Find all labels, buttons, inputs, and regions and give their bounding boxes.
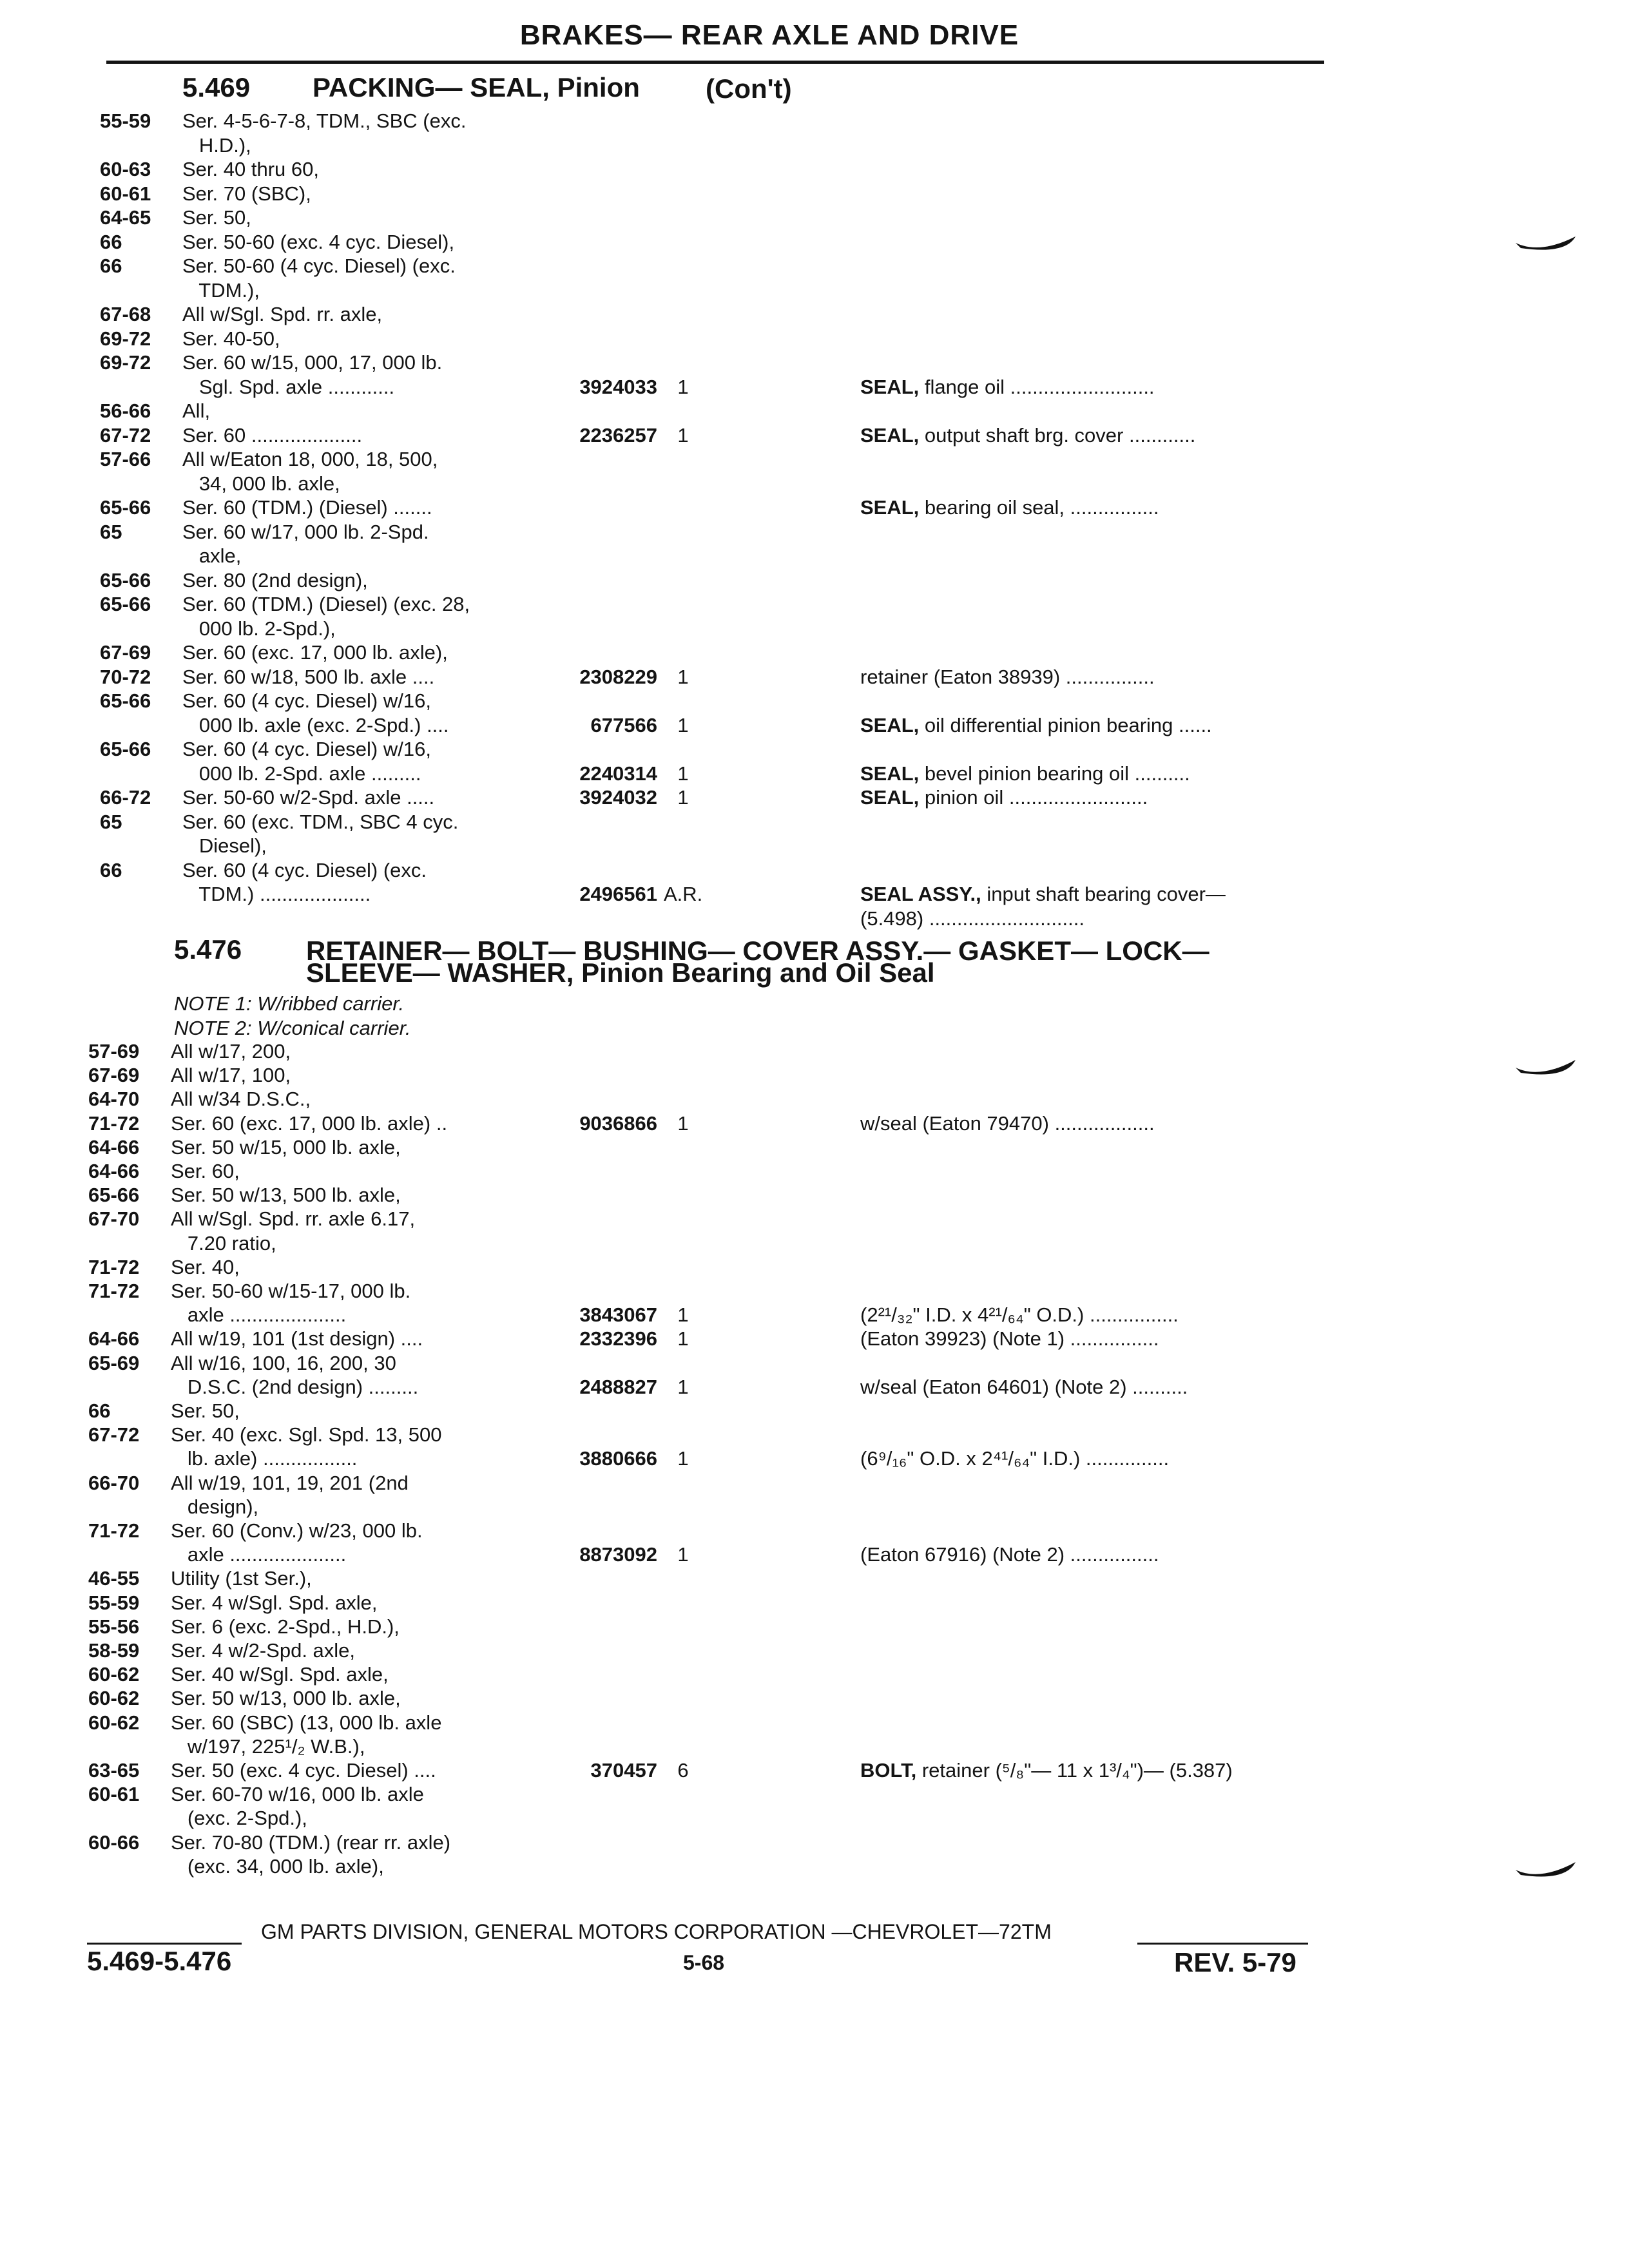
- application: All w/Sgl. Spd. rr. axle,: [182, 303, 383, 325]
- list-item: [0, 1112, 1353, 1135]
- part-detail: bevel pinion bearing oil ..........: [919, 762, 1190, 785]
- model-years: 65: [100, 810, 122, 833]
- part-number: 2332396: [579, 1327, 657, 1350]
- application: All w/Sgl. Spd. rr. axle 6.17,: [171, 1207, 416, 1231]
- quantity: A.R.: [664, 883, 703, 905]
- application: Ser. 60 w/15, 000, 17, 000 lb.: [182, 351, 443, 374]
- quantity: 1: [677, 1327, 689, 1350]
- application: (exc. 34, 000 lb. axle),: [171, 1854, 384, 1878]
- list-item: [0, 1423, 1353, 1446]
- model-years: 60-61: [100, 182, 151, 205]
- model-years: 66-70: [88, 1471, 140, 1494]
- model-years: 66: [100, 255, 122, 277]
- part-name: SEAL,: [860, 762, 920, 785]
- list-item: [0, 738, 1353, 761]
- list-item: [0, 762, 1353, 785]
- list-item: [0, 424, 1353, 447]
- part-detail: oil differential pinion bearing ......: [919, 713, 1212, 736]
- application: Ser. 60 ....................: [182, 423, 363, 447]
- list-item: [0, 593, 1353, 616]
- model-years: 65-69: [88, 1351, 140, 1374]
- part-detail: output shaft brg. cover ............: [919, 423, 1196, 447]
- application: Utility (1st Ser.),: [171, 1567, 312, 1590]
- list-item: [0, 255, 1353, 278]
- list-item: [0, 134, 1353, 157]
- application: Ser. 80 (2nd design),: [182, 568, 368, 591]
- part-detail: pinion oil .........................: [919, 786, 1148, 809]
- footer-rule-left: [87, 1943, 242, 1945]
- quantity: 1: [677, 1111, 689, 1135]
- description: [860, 666, 1331, 689]
- list-item: [0, 327, 1353, 351]
- quantity: 1: [677, 1543, 689, 1566]
- application: All w/16, 100, 16, 200, 30: [171, 1351, 396, 1374]
- description: [860, 1759, 1331, 1782]
- punch-mark: [1514, 229, 1585, 261]
- part-number: 2240314: [579, 762, 657, 785]
- application: Ser. 50 w/15, 000 lb. axle,: [171, 1135, 401, 1158]
- punch-mark: [1514, 1856, 1585, 1888]
- list-item: [0, 1519, 1353, 1542]
- model-years: 46-55: [88, 1567, 140, 1590]
- application: Ser. 50 w/13, 500 lb. axle,: [171, 1184, 401, 1207]
- description: [860, 762, 1331, 785]
- list-item: [0, 569, 1353, 592]
- application: axle .....................: [171, 1303, 347, 1327]
- footer-revision: REV. 5-79: [1174, 1947, 1296, 1977]
- model-years: 66: [88, 1399, 111, 1422]
- model-years: 66-72: [100, 786, 151, 809]
- application: TDM.) ....................: [182, 883, 371, 905]
- application: Ser. 60 (SBC) (13, 000 lb. axle: [171, 1711, 442, 1734]
- footer-page-number: 5-68: [683, 1951, 725, 1974]
- application: Ser. 60 (exc. 17, 000 lb. axle),: [182, 641, 448, 664]
- application: Ser. 60 (exc. TDM., SBC 4 cyc.: [182, 810, 459, 833]
- part-number: 3924033: [579, 375, 657, 398]
- application: Ser. 60 (Conv.) w/23, 000 lb.: [171, 1519, 423, 1542]
- model-years: 64-66: [88, 1327, 140, 1350]
- application: axle,: [182, 544, 242, 567]
- header-rule: [106, 61, 1324, 64]
- application: Ser. 50-60 w/15-17, 000 lb.: [171, 1280, 411, 1302]
- quantity: 1: [677, 665, 689, 688]
- section-number: 5.476: [174, 934, 242, 965]
- list-item: [0, 376, 1353, 399]
- quantity: 1: [677, 786, 689, 809]
- list-item: [0, 1064, 1353, 1087]
- part-number: 3880666: [579, 1447, 657, 1470]
- quantity: 1: [677, 423, 689, 447]
- model-years: 60-62: [88, 1663, 140, 1686]
- application: Ser. 40,: [171, 1255, 240, 1278]
- part-number: 3843067: [579, 1303, 657, 1327]
- model-years: 55-59: [100, 110, 151, 132]
- list-item: [0, 1040, 1353, 1063]
- list-item: [0, 1831, 1353, 1854]
- list-item: [0, 1447, 1353, 1470]
- part-number: 370457: [590, 1759, 657, 1782]
- application: Ser. 6 (exc. 2-Spd., H.D.),: [171, 1615, 400, 1638]
- application: Ser. 60,: [171, 1160, 240, 1182]
- model-years: 65: [100, 520, 122, 543]
- list-item: [0, 1232, 1353, 1255]
- list-item: [0, 1591, 1353, 1615]
- list-item: [0, 1759, 1353, 1782]
- model-years: 58-59: [88, 1639, 140, 1662]
- punch-mark: [1514, 1053, 1585, 1086]
- quantity: 1: [677, 1447, 689, 1470]
- page-header: [0, 19, 1629, 52]
- model-years: 55-56: [88, 1615, 140, 1638]
- application: Ser. 60 w/17, 000 lb. 2-Spd.: [182, 520, 429, 543]
- application: Ser. 4 w/Sgl. Spd. axle,: [171, 1591, 378, 1614]
- model-years: 57-66: [100, 448, 151, 470]
- part-number: 677566: [590, 713, 657, 736]
- section-title: PACKING— SEAL, Pinion: [313, 72, 640, 102]
- description: [860, 786, 1331, 809]
- model-years: 60-63: [100, 158, 151, 180]
- list-item: [0, 811, 1353, 834]
- description: [860, 1447, 1331, 1470]
- list-item: [0, 786, 1353, 809]
- list-item: [0, 182, 1353, 206]
- list-item: [0, 206, 1353, 229]
- application: Ser. 60 w/18, 500 lb. axle ....: [182, 665, 435, 688]
- list-item: [0, 1256, 1353, 1279]
- section-title-line1: RETAINER— BOLT— BUSHING— COVER ASSY.— GASKET— LOCK—: [306, 936, 1210, 966]
- part-number: 9036866: [579, 1111, 657, 1135]
- application: 7.20 ratio,: [171, 1231, 276, 1254]
- part-name: BOLT,: [860, 1759, 917, 1782]
- application: Ser. 60 (4 cyc. Diesel) w/16,: [182, 738, 431, 760]
- list-item: [0, 158, 1353, 181]
- quantity: 1: [677, 713, 689, 736]
- application: Ser. 4 w/2-Spd. axle,: [171, 1639, 356, 1662]
- application: Ser. 50,: [182, 206, 251, 229]
- list-item: [0, 303, 1353, 326]
- application: All w/19, 101 (1st design) ....: [171, 1327, 423, 1350]
- description: [860, 1543, 1331, 1566]
- model-years: 67-72: [88, 1423, 140, 1446]
- list-item: [0, 1567, 1353, 1590]
- model-years: 71-72: [88, 1519, 140, 1542]
- list-item: [0, 1376, 1353, 1399]
- description: [860, 496, 1331, 519]
- part-name: SEAL,: [860, 713, 920, 736]
- application: axle .....................: [171, 1543, 347, 1566]
- application: Ser. 40 (exc. Sgl. Spd. 13, 500: [171, 1423, 442, 1446]
- application: design),: [171, 1495, 259, 1518]
- list-item: [0, 1711, 1353, 1735]
- list-item: [0, 1663, 1353, 1686]
- list-item: [0, 641, 1353, 664]
- list-item: [0, 110, 1353, 133]
- model-years: 65-66: [100, 496, 151, 519]
- model-years: 66: [100, 858, 122, 881]
- list-item: [0, 1783, 1353, 1806]
- part-number: 3924032: [579, 786, 657, 809]
- list-item: [0, 279, 1353, 302]
- list-item: [0, 521, 1353, 544]
- model-years: 67-69: [100, 641, 151, 664]
- description: [860, 907, 1331, 930]
- section-number: 5.469: [182, 72, 251, 102]
- list-item: [0, 231, 1353, 254]
- model-years: 71-72: [88, 1111, 140, 1135]
- list-item: [0, 859, 1353, 882]
- part-number: 2236257: [579, 423, 657, 447]
- part-detail: (2²¹/₃₂" I.D. x 4²¹/₆₄" O.D.) ................: [860, 1303, 1179, 1327]
- model-years: 67-68: [100, 303, 151, 325]
- application: Ser. 40 w/Sgl. Spd. axle,: [171, 1663, 389, 1686]
- list-item: [0, 1327, 1353, 1350]
- list-item: [0, 1303, 1353, 1327]
- application: Ser. 50 (exc. 4 cyc. Diesel) ....: [171, 1759, 436, 1782]
- list-item: [0, 351, 1353, 374]
- note-2: NOTE 2: W/conical carrier.: [174, 1017, 411, 1039]
- footer-publisher: GM PARTS DIVISION, GENERAL MOTORS CORPORATION —CHEVROLET—72TM: [261, 1920, 1052, 1943]
- application: Ser. 70 (SBC),: [182, 182, 311, 205]
- list-item: [0, 399, 1353, 423]
- part-detail: retainer (Eaton 38939) ................: [860, 665, 1155, 688]
- application: Ser. 4-5-6-7-8, TDM., SBC (exc.: [182, 110, 467, 132]
- part-detail: (6⁹/₁₆" O.D. x 2⁴¹/₆₄" I.D.) ...............: [860, 1447, 1170, 1470]
- model-years: 65-66: [100, 568, 151, 591]
- list-item: [0, 1855, 1353, 1878]
- part-number: 8873092: [579, 1543, 657, 1566]
- list-item: [0, 1184, 1353, 1207]
- description: [860, 376, 1331, 399]
- description: [860, 883, 1331, 906]
- model-years: 70-72: [100, 665, 151, 688]
- application: Ser. 50-60 (exc. 4 cyc. Diesel),: [182, 230, 455, 253]
- part-detail: w/seal (Eaton 79470) ..................: [860, 1111, 1155, 1135]
- quantity: 1: [677, 1303, 689, 1327]
- application: Ser. 60 (TDM.) (Diesel) (exc. 28,: [182, 593, 470, 615]
- list-item: [0, 1160, 1353, 1183]
- list-item: [0, 1615, 1353, 1639]
- application: Ser. 70-80 (TDM.) (rear rr. axle): [171, 1831, 451, 1854]
- list-item: [0, 448, 1353, 471]
- model-years: 65-66: [100, 738, 151, 760]
- model-years: 71-72: [88, 1280, 140, 1302]
- description: [860, 1112, 1331, 1135]
- model-years: 67-70: [88, 1207, 140, 1231]
- quantity: 1: [677, 1375, 689, 1398]
- model-years: 65-66: [100, 593, 151, 615]
- application: lb. axle) .................: [171, 1447, 358, 1470]
- model-years: 63-65: [88, 1759, 140, 1782]
- section-continued-label: (Con't): [706, 73, 792, 104]
- model-years: 67-72: [100, 423, 151, 447]
- quantity: 1: [677, 375, 689, 398]
- model-years: 64-66: [88, 1160, 140, 1182]
- part-detail: (5.498) ............................: [860, 907, 1084, 930]
- list-item: [0, 666, 1353, 689]
- model-years: 69-72: [100, 351, 151, 374]
- list-item: [0, 1136, 1353, 1159]
- part-detail: input shaft bearing cover—: [981, 883, 1226, 905]
- application: Sgl. Spd. axle ............: [182, 375, 395, 398]
- model-years: 64-65: [100, 206, 151, 229]
- note-1: NOTE 1: W/ribbed carrier.: [174, 992, 405, 1015]
- part-detail: w/seal (Eaton 64601) (Note 2) ..........: [860, 1375, 1188, 1398]
- list-item: [0, 1495, 1353, 1519]
- application: 000 lb. 2-Spd.),: [182, 617, 336, 640]
- application: w/197, 225¹/₂ W.B.),: [171, 1735, 365, 1758]
- model-years: 65-66: [100, 689, 151, 712]
- model-years: 60-66: [88, 1831, 140, 1854]
- model-years: 60-62: [88, 1711, 140, 1734]
- part-name: SEAL,: [860, 423, 920, 447]
- list-item: [0, 1280, 1353, 1303]
- list-item: [0, 1088, 1353, 1111]
- list-item: [0, 617, 1353, 640]
- list-item: [0, 1543, 1353, 1566]
- application: Ser. 60-70 w/16, 000 lb. axle: [171, 1783, 424, 1806]
- list-item: [0, 1735, 1353, 1758]
- application: (exc. 2-Spd.),: [171, 1807, 307, 1830]
- part-number: 2488827: [579, 1375, 657, 1398]
- model-years: 71-72: [88, 1255, 140, 1278]
- section-title-line2: SLEEVE— WASHER, Pinion Bearing and Oil Seal: [306, 957, 935, 988]
- model-years: 66: [100, 230, 122, 253]
- model-years: 64-66: [88, 1135, 140, 1158]
- application: Diesel),: [182, 834, 267, 857]
- part-name: SEAL,: [860, 496, 920, 519]
- model-years: 64-70: [88, 1088, 140, 1111]
- application: All w/34 D.S.C.,: [171, 1088, 311, 1111]
- list-item: [0, 714, 1353, 737]
- description: [860, 1327, 1331, 1350]
- model-years: 57-69: [88, 1040, 140, 1062]
- application: 000 lb. 2-Spd. axle .........: [182, 762, 421, 785]
- quantity: 6: [677, 1759, 689, 1782]
- application: 000 lb. axle (exc. 2-Spd.) ....: [182, 713, 449, 736]
- application: Ser. 40-50,: [182, 327, 280, 350]
- list-item: [0, 1472, 1353, 1495]
- model-years: 69-72: [100, 327, 151, 350]
- model-years: 67-69: [88, 1064, 140, 1087]
- part-detail: retainer (⁵/₈"— 11 x 1³/₄")— (5.387): [916, 1759, 1233, 1782]
- description: [860, 1303, 1331, 1327]
- application: All w/19, 101, 19, 201 (2nd: [171, 1471, 409, 1494]
- application: H.D.),: [182, 133, 251, 157]
- part-detail: (Eaton 39923) (Note 1) ................: [860, 1327, 1159, 1350]
- list-item: [0, 472, 1353, 495]
- model-years: 60-61: [88, 1783, 140, 1806]
- footer-section-range: 5.469-5.476: [87, 1946, 232, 1976]
- part-detail: bearing oil seal, ................: [919, 496, 1159, 519]
- application: Ser. 50,: [171, 1399, 240, 1422]
- application: Ser. 60 (TDM.) (Diesel) .......: [182, 496, 432, 519]
- application: Ser. 50-60 w/2-Spd. axle .....: [182, 786, 435, 809]
- part-name: SEAL,: [860, 375, 920, 398]
- list-item: [0, 1687, 1353, 1710]
- model-years: 60-62: [88, 1687, 140, 1710]
- list-item: [0, 689, 1353, 713]
- application: All w/17, 200,: [171, 1040, 291, 1062]
- application: Ser. 50-60 (4 cyc. Diesel) (exc.: [182, 255, 456, 277]
- quantity: 1: [677, 762, 689, 785]
- list-item: [0, 907, 1353, 930]
- list-item: [0, 1207, 1353, 1231]
- application: Ser. 60 (4 cyc. Diesel) (exc.: [182, 858, 427, 881]
- description: [860, 714, 1331, 737]
- part-number: 2496561: [579, 883, 657, 905]
- application: TDM.),: [182, 278, 260, 302]
- model-years: 65-66: [88, 1184, 140, 1207]
- part-detail: flange oil ..........................: [919, 375, 1155, 398]
- description: [860, 424, 1331, 447]
- list-item: [0, 1352, 1353, 1375]
- application: 34, 000 lb. axle,: [182, 472, 340, 495]
- model-years: 55-59: [88, 1591, 140, 1614]
- application: All w/17, 100,: [171, 1064, 291, 1087]
- list-item: [0, 883, 1353, 906]
- application: All,: [182, 399, 211, 422]
- part-name: SEAL ASSY.,: [860, 883, 981, 905]
- footer-rule-right: [1137, 1943, 1308, 1945]
- application: D.S.C. (2nd design) .........: [171, 1375, 419, 1398]
- part-name: SEAL,: [860, 786, 920, 809]
- list-item: [0, 1639, 1353, 1662]
- list-item: [0, 496, 1353, 519]
- description: [860, 1376, 1331, 1399]
- list-item: [0, 544, 1353, 568]
- application: Ser. 60 (exc. 17, 000 lb. axle) ..: [171, 1111, 448, 1135]
- application: Ser. 50 w/13, 000 lb. axle,: [171, 1687, 401, 1710]
- application: All w/Eaton 18, 000, 18, 500,: [182, 448, 438, 470]
- header-title: BRAKES— REAR AXLE AND DRIVE: [519, 19, 1019, 51]
- list-item: [0, 1399, 1353, 1423]
- application: Ser. 60 (4 cyc. Diesel) w/16,: [182, 689, 431, 712]
- part-detail: (Eaton 67916) (Note 2) ................: [860, 1543, 1159, 1566]
- application: Ser. 40 thru 60,: [182, 158, 319, 180]
- part-number: 2308229: [579, 665, 657, 688]
- list-item: [0, 1807, 1353, 1830]
- list-item: [0, 834, 1353, 858]
- model-years: 56-66: [100, 399, 151, 422]
